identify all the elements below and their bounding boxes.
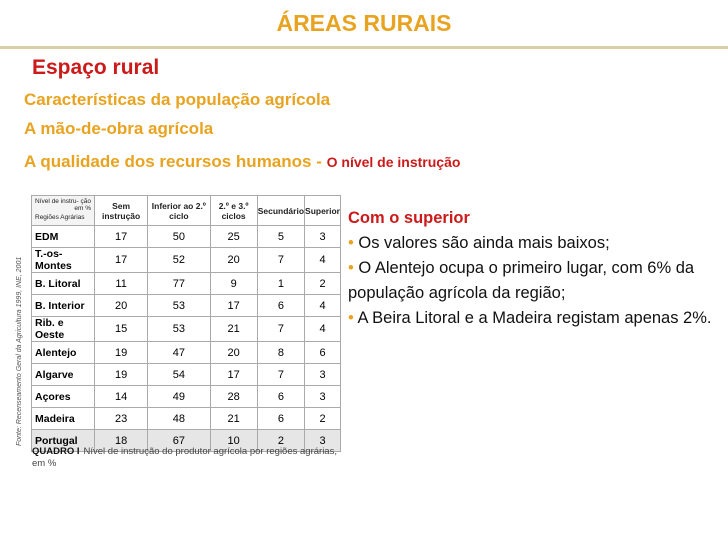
section-heading: Espaço rural <box>32 56 160 79</box>
text-block-heading: Com o superior <box>348 209 470 227</box>
table-cell: 1 <box>257 273 304 295</box>
table-row <box>32 364 341 386</box>
caption-label: QUADRO I <box>32 446 80 457</box>
table-row <box>32 295 341 317</box>
column-header: Sem instrução <box>95 196 148 226</box>
bullet-text: O Alentejo ocupa o primeiro lugar, com 6% da população agrícola da região; <box>348 259 695 302</box>
table-cell: 8 <box>257 342 304 364</box>
table-cell: 3 <box>305 386 341 408</box>
row-label: Madeira <box>32 408 95 430</box>
corner-bottom-label: Regiões Agrárias <box>35 214 85 221</box>
row-label: Açores <box>32 386 95 408</box>
bullet-icon: • <box>348 234 354 252</box>
table-cell: 49 <box>148 386 210 408</box>
row-label: Algarve <box>32 364 95 386</box>
table-cell: 77 <box>148 273 210 295</box>
table-cell: 3 <box>305 364 341 386</box>
bullet-icon: • <box>348 309 354 327</box>
bullet-item <box>348 306 723 331</box>
table-cell: 6 <box>257 386 304 408</box>
subheading-quality <box>24 152 460 172</box>
table-cell: 52 <box>148 248 210 273</box>
quality-subheading: O nível de instrução <box>326 154 461 170</box>
table-cell: 6 <box>257 408 304 430</box>
table-cell: 20 <box>210 342 257 364</box>
caption-text: Nível de instrução do produtor agrícola por regiões agrárias, em % <box>32 446 337 469</box>
table-row <box>32 226 341 248</box>
table-cell: 7 <box>257 364 304 386</box>
table-cell: 5 <box>257 226 304 248</box>
bullet-icon: • <box>348 259 354 277</box>
table-cell: 3 <box>305 226 341 248</box>
table-cell: 7 <box>257 248 304 273</box>
subheading-population: Características da população agrícola <box>24 90 331 109</box>
education-table <box>31 195 341 452</box>
table-cell: 19 <box>95 342 148 364</box>
table-cell: 9 <box>210 273 257 295</box>
table-cell: 11 <box>95 273 148 295</box>
table-caption <box>32 446 352 470</box>
table-cell: 48 <box>148 408 210 430</box>
table-row <box>32 273 341 295</box>
table-cell: 2 <box>305 408 341 430</box>
table-cell: 2 <box>257 430 304 452</box>
slide-title: ÁREAS RURAIS <box>276 10 452 36</box>
table-source <box>16 256 32 447</box>
table-cell: 17 <box>95 226 148 248</box>
corner-top-label: Nível de instru- ção em % <box>35 198 91 212</box>
text-block <box>348 206 723 331</box>
table-corner-header <box>32 196 95 226</box>
row-label: T.-os-Montes <box>32 248 95 273</box>
column-header: Superior <box>305 196 341 226</box>
table-cell: 4 <box>305 248 341 273</box>
column-header: Inferior ao 2.º ciclo <box>148 196 210 226</box>
table-row <box>32 342 341 364</box>
table-cell: 4 <box>305 295 341 317</box>
table-cell: 50 <box>148 226 210 248</box>
table-cell: 20 <box>210 248 257 273</box>
table-cell: 17 <box>210 295 257 317</box>
subheading-labor: A mão-de-obra agrícola <box>24 119 214 138</box>
table-cell: 6 <box>305 342 341 364</box>
table-cell: 28 <box>210 386 257 408</box>
row-label: Portugal <box>32 430 95 452</box>
column-header: 2.º e 3.º ciclos <box>210 196 257 226</box>
table-cell: 18 <box>95 430 148 452</box>
row-label: B. Interior <box>32 295 95 317</box>
table-cell: 47 <box>148 342 210 364</box>
table-cell: 17 <box>210 364 257 386</box>
table-cell: 20 <box>95 295 148 317</box>
row-label: B. Litoral <box>32 273 95 295</box>
table-cell: 2 <box>305 273 341 295</box>
table-cell: 4 <box>305 317 341 342</box>
title-divider <box>0 46 728 49</box>
table-cell: 17 <box>95 248 148 273</box>
table-row <box>32 386 341 408</box>
bullet-text: A Beira Litoral e a Madeira registam apenas 2%. <box>357 309 712 327</box>
column-header: Secundário <box>257 196 304 226</box>
table-cell: 25 <box>210 226 257 248</box>
table-row <box>32 408 341 430</box>
table-row <box>32 248 341 273</box>
bullet-item <box>348 256 723 306</box>
table-cell: 3 <box>305 430 341 452</box>
table-header-row <box>32 196 341 226</box>
source-text: Fonte: Recenseamento Geral da Agricultura 1999, INE, 2001 <box>16 256 23 446</box>
table-cell: 15 <box>95 317 148 342</box>
table-cell: 54 <box>148 364 210 386</box>
table-cell: 7 <box>257 317 304 342</box>
table-cell: 6 <box>257 295 304 317</box>
row-label: Rib. e Oeste <box>32 317 95 342</box>
table-cell: 21 <box>210 317 257 342</box>
table-cell: 21 <box>210 408 257 430</box>
table-cell: 67 <box>148 430 210 452</box>
quality-heading: A qualidade dos recursos humanos - <box>24 152 322 171</box>
row-label: EDM <box>32 226 95 248</box>
bullet-text: Os valores são ainda mais baixos; <box>358 234 610 252</box>
table-cell: 53 <box>148 295 210 317</box>
row-label: Alentejo <box>32 342 95 364</box>
table-cell: 10 <box>210 430 257 452</box>
table-row <box>32 317 341 342</box>
table-cell: 23 <box>95 408 148 430</box>
table-cell: 19 <box>95 364 148 386</box>
table-cell: 53 <box>148 317 210 342</box>
bullet-item <box>348 231 723 256</box>
table-cell: 14 <box>95 386 148 408</box>
